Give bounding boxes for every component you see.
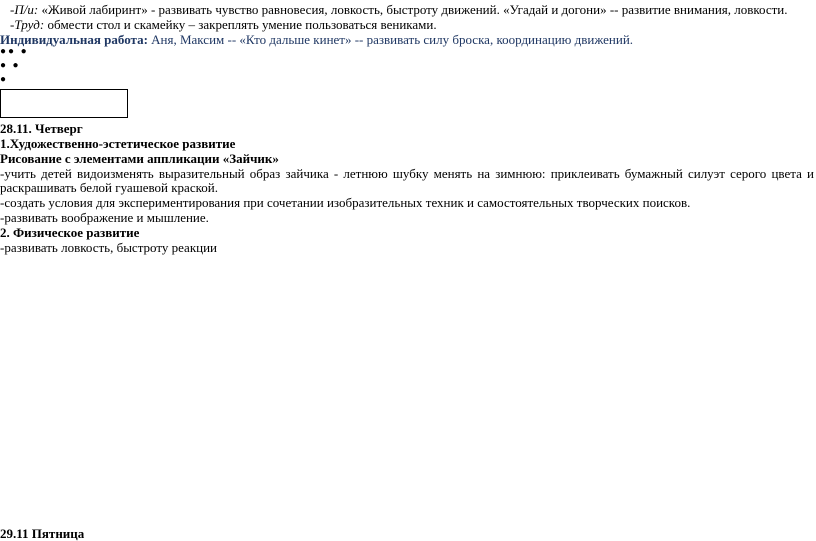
bullet-row-3: ●	[0, 74, 9, 85]
goal-3: -развивать воображение и мышление.	[0, 210, 209, 225]
trud-prefix: -	[10, 17, 15, 32]
pi-label: П/и:	[14, 2, 39, 17]
goal-1-line-2: раскрашивать белой гуашевой краской.	[0, 180, 218, 195]
trud-line	[10, 17, 816, 32]
goal-1-line-1: -учить детей видоизменять выразительный образ зайчика - летнюю шубку менять на зимнюю: приклеивать бумажный силуэт серого цвета и	[0, 166, 814, 181]
pi-prefix: -	[10, 2, 15, 17]
pi-text: «Живой лабиринт» - развивать чувство равновесия, ловкость, быстроту движений. «Угадай и догони» -- развитие внимания, ловкости.	[38, 2, 788, 17]
trud-label: Труд:	[14, 17, 45, 32]
bullet-row-2: ● ●	[0, 60, 21, 71]
friday-date: 29.11 Пятница	[0, 526, 85, 541]
activity-title: Рисование с элементами аппликации «Зайчик»	[0, 151, 279, 166]
goal-4: -развивать ловкость, быстроту реакции	[0, 240, 218, 255]
section-physical: 2. Физическое развитие	[0, 225, 140, 240]
section-art: 1.Художественно-эстетическое развитие	[0, 136, 236, 151]
goal-1	[0, 166, 814, 181]
thursday-date: 28.11. Четверг	[0, 121, 83, 136]
goal-2: -создать условия для экспериментирования при сочетании изобразительных техник и самостоятельных творческих поисков.	[0, 195, 691, 210]
trud-text: обмести стол и скамейку – закреплять умение пользоваться вениками.	[44, 17, 437, 32]
individual-work-label: Индивидуальная работа:	[0, 32, 148, 47]
individual-work-line	[0, 32, 816, 47]
empty-box	[0, 89, 128, 118]
pi-line	[10, 2, 816, 17]
individual-work-text: Аня, Максим -- «Кто дальше кинет» -- развивать силу броска, координацию движений.	[147, 32, 634, 47]
bullet-row-1: ●● ●	[0, 46, 29, 57]
